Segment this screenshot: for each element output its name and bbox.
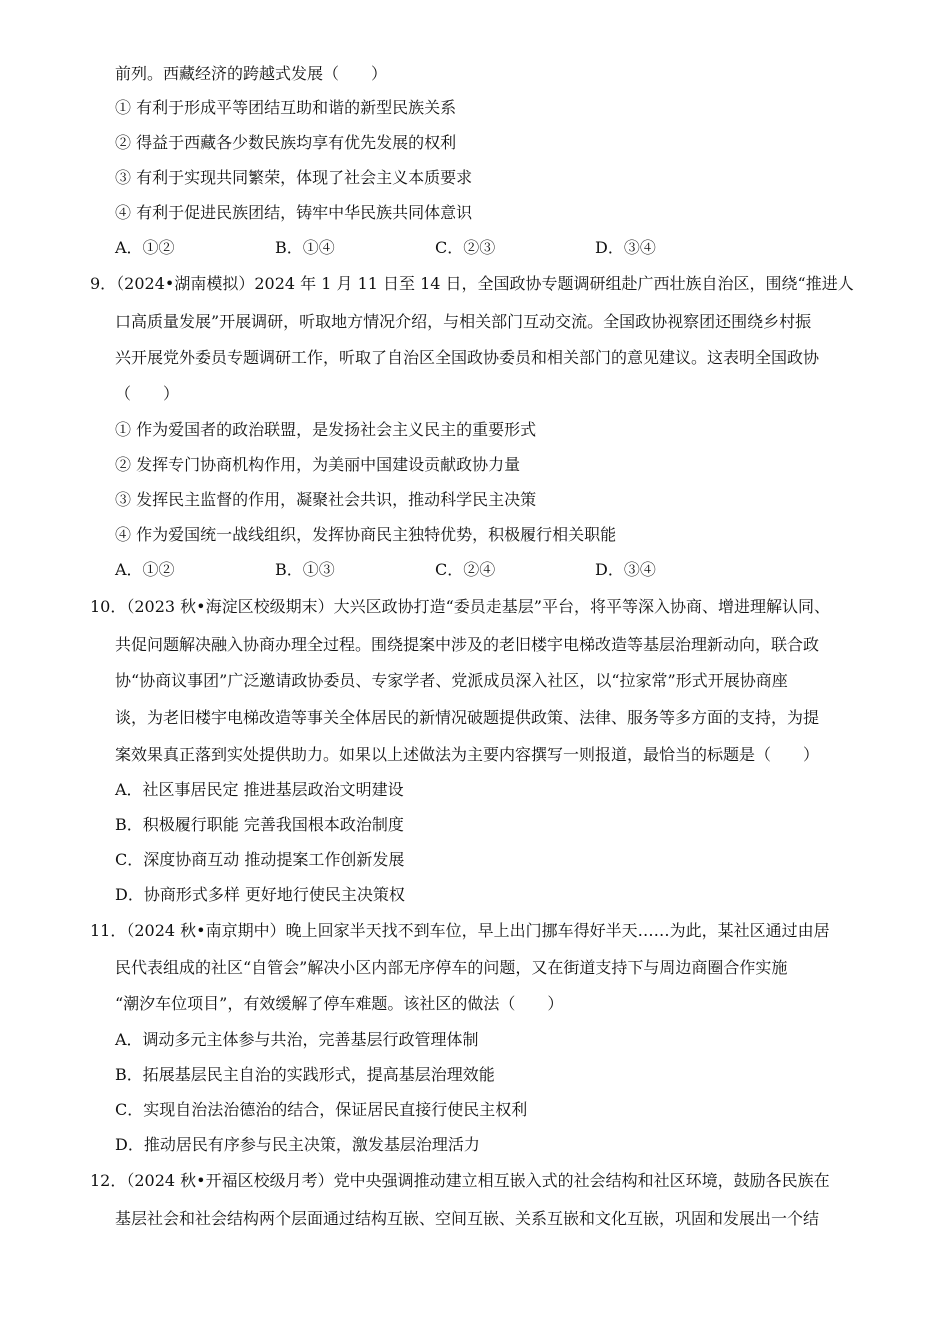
q9-option-a: A．①②: [115, 560, 175, 579]
q8-item-1: ① 有利于形成平等团结互助和谐的新型民族关系: [115, 98, 457, 117]
q11-stem-line-3: “潮汐车位项目”，有效缓解了停车难题。该社区的做法（ ）: [115, 994, 564, 1013]
q8-option-d: D．③④: [595, 238, 656, 257]
q12-stem-line-2: 基层社会和社会结构两个层面通过结构互嵌、空间互嵌、关系互嵌和文化互嵌，巩固和发展出一个结: [115, 1209, 820, 1228]
q11-stem-line-1: 11．（2024 秋•南京期中）晚上回家半天找不到车位，早上出门挪车得好半天……为此，某社区通过由居: [90, 921, 830, 940]
q9-item-4: ④ 作为爱国统一战线组织，发挥协商民主独特优势，积极履行相关职能: [115, 525, 617, 544]
q9-option-b: B．①③: [275, 560, 335, 579]
q8-option-a: A．①②: [115, 238, 175, 257]
q10-option-a: A．社区事居民定 推进基层政治文明建设: [115, 780, 404, 799]
q8-item-4: ④ 有利于促进民族团结，铸牢中华民族共同体意识: [115, 203, 473, 222]
q11-option-c: C．实现自治法治德治的结合，保证居民直接行使民主权利: [115, 1100, 528, 1119]
q9-options: [115, 558, 890, 582]
q10-stem-line-2: 共促问题解决融入协商办理全过程。围绕提案中涉及的老旧楼宇电梯改造等基层治理新动向，联合政: [115, 635, 820, 654]
q9-item-2: ② 发挥专门协商机构作用，为美丽中国建设贡献政协力量: [115, 455, 521, 474]
q8-options: [115, 236, 890, 260]
q12-stem-line-1: 12．（2024 秋•开福区校级月考）党中央强调推动建立相互嵌入式的社会结构和社区环境，鼓励各民族在: [90, 1171, 830, 1190]
q9-stem-line-2: 口高质量发展”开展调研，听取地方情况介绍，与相关部门互动交流。全国政协视察团还围绕乡村振: [115, 312, 812, 331]
q9-option-d: D．③④: [595, 560, 656, 579]
q8-item-2: ② 得益于西藏各少数民族均享有优先发展的权利: [115, 133, 457, 152]
q11-option-b: B．拓展基层民主自治的实践形式，提高基层治理效能: [115, 1065, 495, 1084]
q8-option-b: B．①④: [275, 238, 335, 257]
q10-option-b: B．积极履行职能 完善我国根本政治制度: [115, 815, 404, 834]
q8-stem-tail: 前列。西藏经济的跨越式发展（ ）: [115, 64, 388, 83]
q8-option-c: C．②③: [435, 238, 496, 257]
q9-option-c: C．②④: [435, 560, 496, 579]
q9-item-1: ① 作为爱国者的政治联盟，是发扬社会主义民主的重要形式: [115, 420, 537, 439]
q9-stem-line-3: 兴开展党外委员专题调研工作，听取了自治区全国政协委员和相关部门的意见建议。这表明全国政协: [115, 348, 820, 367]
q10-option-d: D．协商形式多样 更好地行使民主决策权: [115, 885, 405, 904]
q11-stem-line-2: 民代表组成的社区“自管会”解决小区内部无序停车的问题，又在街道支持下与周边商圈合作实施: [115, 958, 788, 977]
q10-stem-line-3: 协“协商议事团”广泛邀请政协委员、专家学者、党派成员深入社区，以“拉家常”形式开展协商座: [115, 671, 788, 690]
q9-stem-line-1: 9．（2024•湖南模拟）2024 年 1 月 11 日至 14 日，全国政协专题调研组赴广西壮族自治区，围绕“推进人: [90, 274, 854, 293]
q9-item-3: ③ 发挥民主监督的作用，凝聚社会共识，推动科学民主决策: [115, 490, 537, 509]
q11-option-a: A．调动多元主体参与共治，完善基层行政管理体制: [115, 1030, 479, 1049]
q11-option-d: D．推动居民有序参与民主决策，激发基层治理活力: [115, 1135, 480, 1154]
q10-stem-line-5: 案效果真正落到实处提供助力。如果以上述做法为主要内容撰写一则报道，最恰当的标题是（ ）: [115, 745, 820, 764]
q10-option-c: C．深度协商互动 推动提案工作创新发展: [115, 850, 405, 869]
q10-stem-line-1: 10．（2023 秋•海淀区校级期末）大兴区政协打造“委员走基层”平台，将平等深入协商、增进理解认同、: [90, 597, 830, 616]
q10-stem-line-4: 谈，为老旧楼宇电梯改造等事关全体居民的新情况破题提供政策、法律、服务等多方面的支持，为提: [115, 708, 820, 727]
q8-item-3: ③ 有利于实现共同繁荣，体现了社会主义本质要求: [115, 168, 473, 187]
q9-stem-line-4: （ ）: [115, 384, 180, 403]
